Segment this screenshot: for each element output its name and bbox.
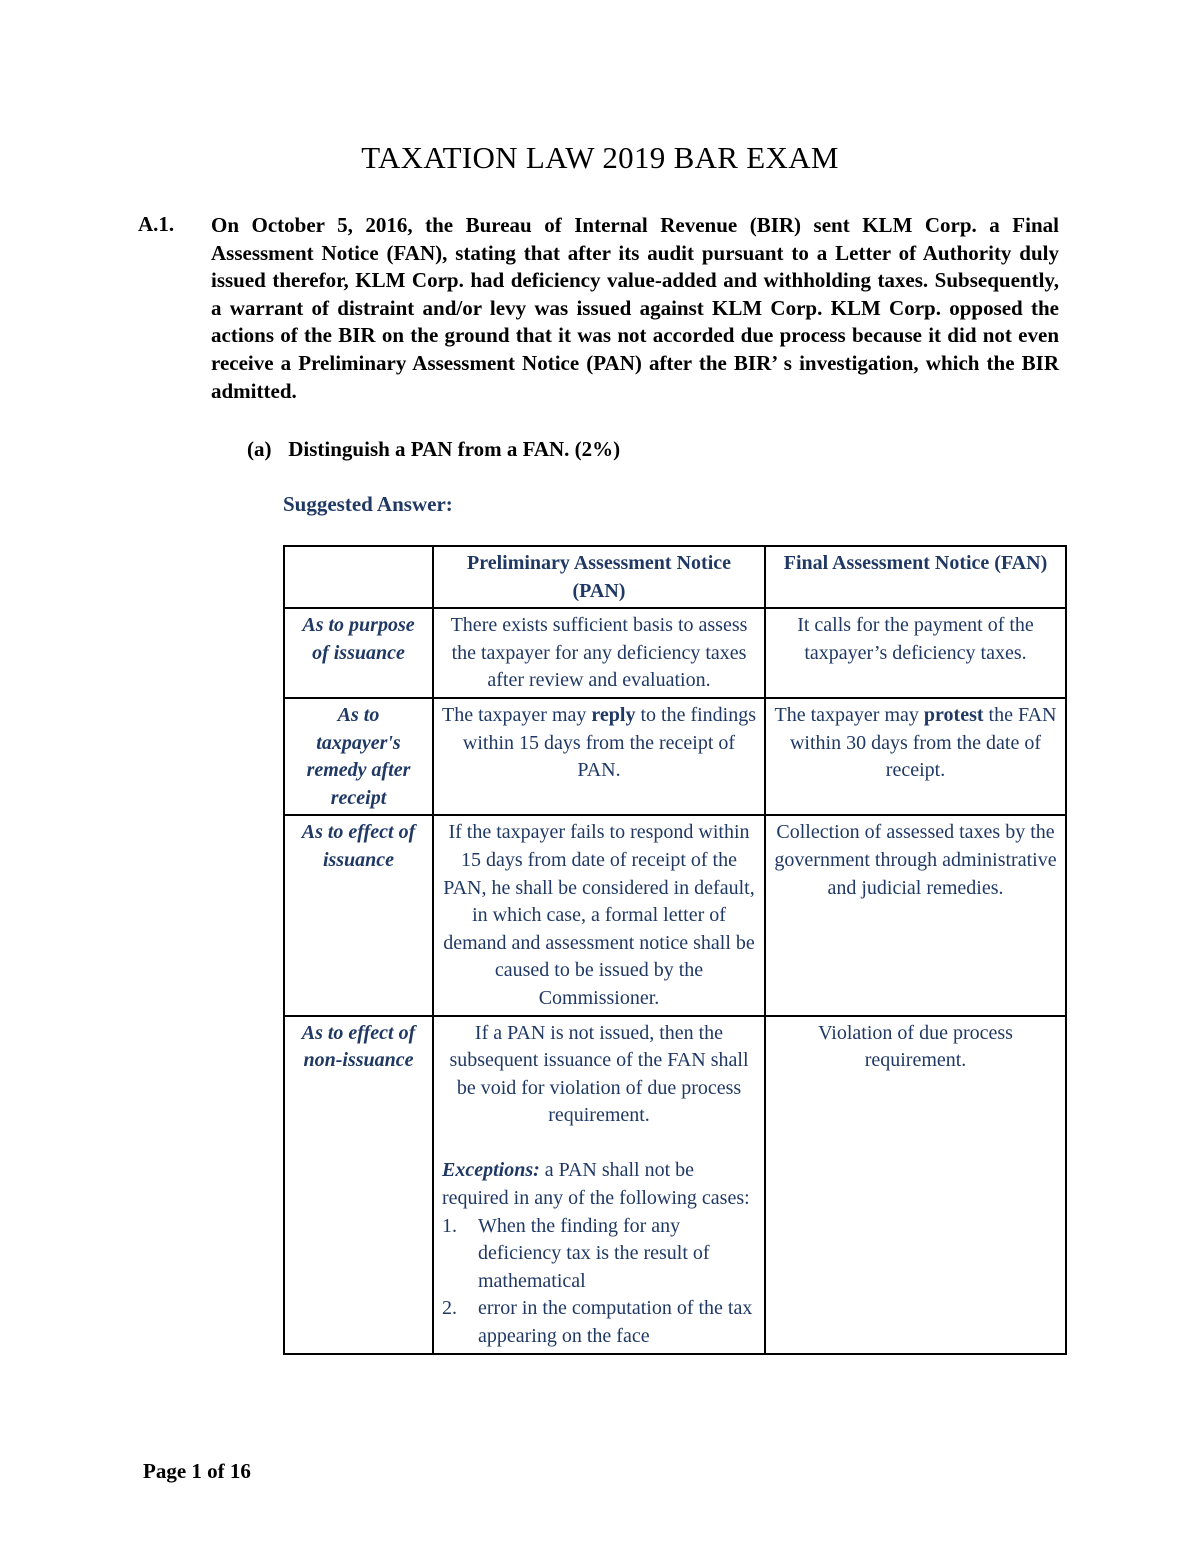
table-row [284, 815, 1066, 1015]
suggested-answer-label: Suggested Answer: [283, 492, 453, 516]
row-head-effect-non-issuance: As to effect of non-issuance [284, 1016, 433, 1354]
question-number: A.1. [138, 212, 175, 236]
fan-effect-issuance-cell: Collection of assessed taxes by the government through administrative and judicial remedies. [765, 815, 1066, 1015]
subquestion-label: (a) [247, 437, 272, 461]
pan-remedy-cell [433, 698, 765, 815]
list-item [442, 1213, 756, 1296]
fan-remedy-text-pre: The taxpayer may [774, 703, 924, 726]
exceptions-intro [442, 1157, 756, 1212]
comparison-table [283, 545, 1067, 1355]
exception-text: error in the computation of the tax appearing on the face [478, 1297, 753, 1348]
subquestion-text: Distinguish a PAN from a FAN. (2%) [288, 437, 621, 461]
question-text: On October 5, 2016, the Bureau of Internal Revenue (BIR) sent KLM Corp. a Final Assessment Notice (FAN), stating that after its audit pursuant to a Letter of Authority duly issued therefor, KLM Corp. had deficiency value-added and withholding taxes. Subsequently, a warrant of distraint and/or levy was issued against KLM Corp. KLM Corp. opposed the actions of the BIR on the ground that it was not accorded due process because it did not even receive a Preliminary Assessment Notice (PAN) after the BIR’ s investigation, which the BIR admitted. [211, 213, 1059, 403]
exceptions-label: Exceptions: [442, 1159, 540, 1182]
row-head-purpose: As to purpose of issuance [284, 608, 433, 698]
exceptions-list [442, 1213, 756, 1351]
pan-non-issuance-cell [433, 1016, 765, 1354]
fan-non-issuance-cell: Violation of due process requirement. [765, 1016, 1066, 1354]
fan-remedy-keyword: protest [923, 703, 984, 726]
exception-number: 1. [442, 1214, 457, 1237]
pan-effect-issuance-cell: If the taxpayer fails to respond within 15 days from date of receipt of the PAN, he shall be considered in default, in which case, a formal letter of demand and assessment notice shall be caused to be issued by the Commissioner. [433, 815, 765, 1015]
spacer [442, 1130, 756, 1158]
header-corner-cell [284, 546, 433, 608]
page-title: TAXATION LAW 2019 BAR EXAM [361, 140, 839, 175]
fan-purpose-cell: It calls for the payment of the taxpayer’s deficiency taxes. [765, 608, 1066, 698]
pan-purpose-cell: There exists sufficient basis to assess the taxpayer for any deficiency taxes after review and evaluation. [433, 608, 765, 698]
header-fan: Final Assessment Notice (FAN) [765, 546, 1066, 608]
pan-remedy-text-pre: The taxpayer may [442, 703, 592, 726]
table-row [284, 698, 1066, 815]
pan-remedy-keyword: reply [591, 703, 636, 726]
header-pan: Preliminary Assessment Notice (PAN) [433, 546, 765, 608]
page-number: Page 1 of 16 [143, 1459, 251, 1483]
list-item [442, 1295, 756, 1350]
row-head-remedy: As to taxpayer's remedy after receipt [284, 698, 433, 815]
fan-remedy-cell [765, 698, 1066, 815]
pan-non-issuance-text: If a PAN is not issued, then the subsequent issuance of the FAN shall be void for violation of due process requirement. [449, 1021, 749, 1127]
pan-remedy-text-post: to the findings within 15 days from the receipt of PAN. [462, 703, 756, 782]
row-head-effect-issuance: As to effect of issuance [284, 815, 433, 1015]
exceptions-text: a PAN shall not be required in any of the following cases: [442, 1159, 750, 1210]
exception-text: When the finding for any deficiency tax is the result of mathematical [478, 1214, 710, 1292]
table-header-row [284, 546, 1066, 608]
fan-remedy-text-post: the FAN within 30 days from the date of receipt. [789, 703, 1057, 782]
subquestion [247, 437, 620, 462]
table-row [284, 1016, 1066, 1354]
exception-number: 2. [442, 1297, 457, 1320]
table-row [284, 608, 1066, 698]
